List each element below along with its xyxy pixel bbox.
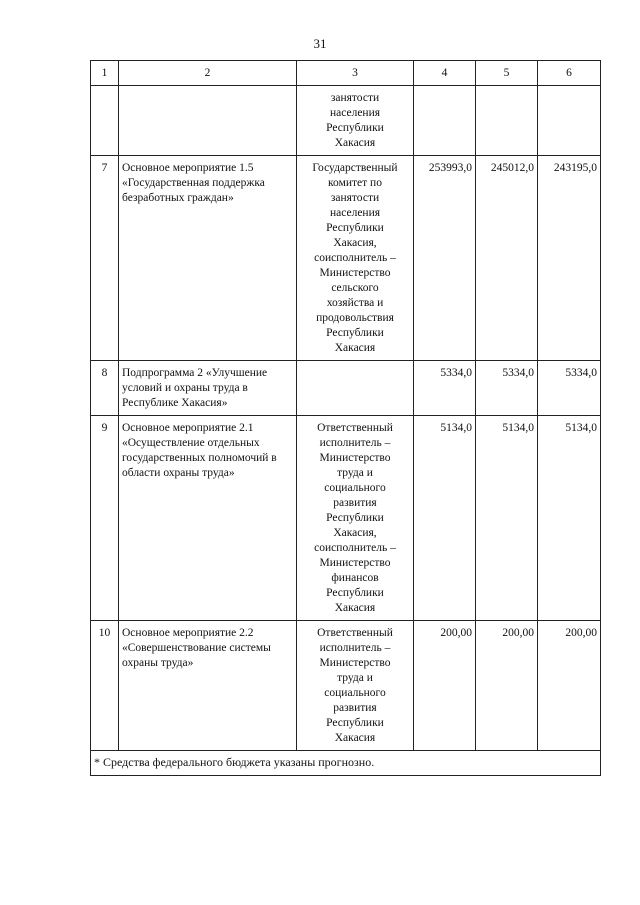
table-row: [91, 416, 601, 621]
row-number-cell: 10: [91, 621, 119, 751]
executor-line: Республики: [326, 222, 384, 234]
measure-name-cell: [119, 416, 297, 621]
value-cell-col-5: 245012,0: [476, 156, 538, 361]
table-row: [91, 156, 601, 361]
measure-name-line: «Осуществление отдельных: [122, 437, 260, 449]
measure-name-line: области охраны труда»: [122, 467, 235, 479]
footnote: * Средства федерального бюджета указаны прогнозно.: [91, 751, 601, 776]
measure-name-line: государственных полномочий в: [122, 452, 277, 464]
measure-name-cell: [119, 621, 297, 751]
value-cell-col-6: [538, 86, 601, 156]
executor-line: труда и: [337, 672, 373, 684]
executor-cell: [297, 86, 414, 156]
executor-line: Хакасия,: [333, 237, 377, 249]
executor-line: исполнитель –: [319, 437, 391, 449]
executor-line: хозяйства и: [326, 297, 384, 309]
value-cell-col-5: [476, 86, 538, 156]
row-number-cell: 8: [91, 361, 119, 416]
executor-line: Республики: [326, 122, 384, 134]
executor-line: занятости: [330, 192, 380, 204]
value-cell-col-4: [414, 86, 476, 156]
value-cell-col-6: 200,00: [538, 621, 601, 751]
executor-line: Государственный: [312, 162, 398, 174]
measure-name-line: «Совершенствование системы: [122, 642, 271, 654]
header-cell-3: 3: [297, 61, 414, 86]
row-number-cell: 9: [91, 416, 119, 621]
executor-line: исполнитель –: [319, 642, 391, 654]
measure-name-line: охраны труда»: [122, 657, 194, 669]
measure-name-line: Основное мероприятие 2.2: [122, 627, 254, 639]
table-body: [91, 61, 601, 776]
measure-name-line: Республике Хакасия»: [122, 397, 228, 409]
executor-line: Республики: [326, 717, 384, 729]
executor-line: Министерство: [319, 267, 391, 279]
executor-line: Министерство: [319, 657, 391, 669]
executor-cell: [297, 416, 414, 621]
executor-line: Ответственный: [317, 422, 393, 434]
executor-line: Министерство: [319, 557, 391, 569]
executor-line: Республики: [326, 512, 384, 524]
value-cell-col-6: 5334,0: [538, 361, 601, 416]
value-cell-col-4: 5334,0: [414, 361, 476, 416]
value-cell-col-4: 200,00: [414, 621, 476, 751]
value-cell-col-4: 253993,0: [414, 156, 476, 361]
executor-line: соисполнитель –: [314, 542, 396, 554]
value-cell-col-5: 5134,0: [476, 416, 538, 621]
measure-name-cell: [119, 156, 297, 361]
executor-line: Республики: [326, 327, 384, 339]
measure-name-line: «Государственная поддержка: [122, 177, 265, 189]
measure-name-line: Подпрограмма 2 «Улучшение: [122, 367, 268, 379]
executor-line: социального: [324, 482, 386, 494]
executor-cell: [297, 361, 414, 416]
executor-line: сельского: [331, 282, 379, 294]
executor-line: населения: [329, 107, 381, 119]
header-cell-1: 1: [91, 61, 119, 86]
value-cell-col-6: 5134,0: [538, 416, 601, 621]
header-cell-5: 5: [476, 61, 538, 86]
executor-line: Хакасия: [334, 137, 376, 149]
executor-line: комитет по: [328, 177, 382, 189]
executor-cell: [297, 621, 414, 751]
executor-line: Хакасия: [334, 602, 376, 614]
executor-line: продовольствия: [316, 312, 394, 324]
budget-table: [90, 60, 601, 776]
executor-line: финансов: [331, 572, 379, 584]
executor-line: соисполнитель –: [314, 252, 396, 264]
measure-name-cell: [119, 361, 297, 416]
executor-line: занятости: [330, 92, 380, 104]
measure-name-line: Основное мероприятие 1.5: [122, 162, 254, 174]
value-cell-col-5: 200,00: [476, 621, 538, 751]
executor-cell: [297, 156, 414, 361]
row-number-cell: [91, 86, 119, 156]
measure-name-cell: [119, 86, 297, 156]
value-cell-col-4: 5134,0: [414, 416, 476, 621]
executor-line: развития: [333, 702, 377, 714]
executor-line: социального: [324, 687, 386, 699]
executor-line: Хакасия: [334, 342, 376, 354]
executor-line: развития: [333, 497, 377, 509]
executor-line: Ответственный: [317, 627, 393, 639]
executor-line: Республики: [326, 587, 384, 599]
measure-name-line: Основное мероприятие 2.1: [122, 422, 254, 434]
header-cell-2: 2: [119, 61, 297, 86]
measure-name-line: безработных граждан»: [122, 192, 234, 204]
value-cell-col-6: 243195,0: [538, 156, 601, 361]
executor-line: Хакасия: [334, 732, 376, 744]
measure-name-line: условий и охраны труда в: [122, 382, 248, 394]
table-row: [91, 621, 601, 751]
table-row: [91, 86, 601, 156]
executor-line: населения: [329, 207, 381, 219]
row-number-cell: 7: [91, 156, 119, 361]
header-cell-4: 4: [414, 61, 476, 86]
table-row: [91, 361, 601, 416]
value-cell-col-5: 5334,0: [476, 361, 538, 416]
header-cell-6: 6: [538, 61, 601, 86]
executor-line: Хакасия,: [333, 527, 377, 539]
page-number: 31: [313, 36, 327, 51]
footnote-row: [91, 751, 601, 776]
executor-line: Министерство: [319, 452, 391, 464]
table-header-row: [91, 61, 601, 86]
executor-line: труда и: [337, 467, 373, 479]
